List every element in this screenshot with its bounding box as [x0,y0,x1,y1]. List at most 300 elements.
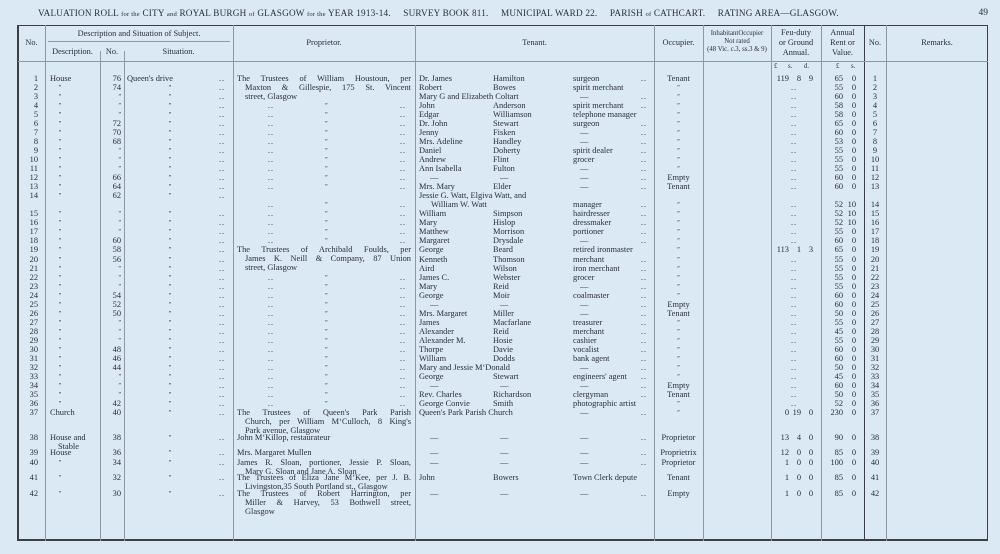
ditto-mark: ” [677,319,680,326]
rent-pounds: 55 [834,281,843,291]
dots: .. [219,182,225,192]
row-number: 29 [29,335,38,345]
ditto-mark: ” [58,328,62,335]
row-number: 23 [29,281,38,291]
occupation: spirit dealer [573,145,613,155]
occupation: spirit merchant [573,82,624,92]
col-divider [45,25,46,541]
row-number-right: 24 [870,290,880,300]
dots: .. [268,236,274,246]
dots: .. [400,290,406,300]
ditto-mark: ” [58,319,62,326]
dots: .. [641,164,647,173]
tenant-first-name: Mrs. Mary [419,182,455,192]
occupier-status: Empty [667,488,690,498]
tenant-first-name: William [419,209,447,219]
tenant-first-name: Alexander [419,326,454,336]
proprietor-line: The Trustees of Robert Harrington, per [237,488,411,498]
ditto-mark: ” [58,229,62,236]
tenant-last-name: Handley [493,136,522,146]
dots: .. [268,272,274,282]
rent-shillings: 0 [851,127,856,137]
dots: .. [219,399,225,409]
rent-shillings: 10 [847,218,856,228]
ditto-mark: ” [325,374,328,381]
ditto-mark: ” [58,310,62,317]
row-number-right: 25 [870,299,880,309]
ditto-mark: ” [325,111,328,118]
rent-shillings: 0 [851,335,856,345]
tenant-first-name: Margaret [419,236,450,246]
row-number: 31 [29,354,38,364]
dots: .. [400,372,406,382]
row-number: 38 [29,432,38,442]
tenant-last-name: Hislop [493,218,516,228]
rent-pounds: 45 [834,326,843,336]
dots: .. [268,100,274,110]
feu-pounds: 1 [784,488,789,498]
ditto-mark: ” [58,102,62,109]
feu-pounds: 13 [780,432,789,442]
rent-shillings: 0 [851,317,856,327]
ditto-mark: ” [118,166,121,172]
dots: .. [268,164,274,173]
proprietor-line: James K. Neill & Company, 87 Union [245,254,411,264]
dots: .. [400,227,406,237]
ditto-mark: ” [677,229,680,236]
ditto-mark: ” [168,166,172,172]
ditto-mark: ” [677,328,680,335]
proprietor-line: The Trustees of Queen's Park Parish [237,408,411,418]
occupier-status: Tenant [667,182,690,192]
dots: .. [641,236,647,246]
ditto-mark: ” [58,129,62,136]
rent-pounds: 58 [834,100,843,110]
occupation: — [580,236,589,246]
tenant-first-name: Matthew [419,227,449,237]
row-number: 15 [29,209,38,219]
ditto-mark: ” [58,238,62,245]
dots: .. [791,354,797,364]
dots: .. [791,182,797,192]
ditto-mark: ” [325,184,328,191]
dots: .. [791,281,797,291]
header-no: No. [25,38,38,47]
dots: .. [791,399,797,409]
occupation: merchant [573,254,605,264]
dots: .. [400,209,406,219]
tenant-last-name: Fulton [493,164,515,173]
house-number: 74 [112,82,121,92]
tenant-last-name: Reid [493,326,509,336]
row-number-right: 32 [870,363,880,373]
occupation: iron merchant [573,263,620,273]
ditto-mark: ” [168,84,172,91]
proprietor-line: Mary G. Sloan and Jane A. Sloan [245,466,357,476]
rent-shillings: 0 [851,154,856,164]
dots: .. [641,448,647,458]
rent-pounds: 55 [834,164,843,173]
row-number-right: 33 [870,372,880,382]
ditto-mark: ” [58,347,62,353]
dots: .. [219,488,225,498]
occupation: — [580,136,589,146]
rent-shillings: 0 [851,354,856,364]
feu-pence: 0 [808,408,813,418]
rent-shillings: 0 [851,408,856,418]
ditto-mark: ” [58,392,62,399]
proprietor-line: The Trustees of William Houstoun, per [237,73,411,83]
ditto-mark: ” [58,220,62,227]
row-number-right: 5 [872,109,878,119]
dots: .. [400,335,406,345]
header-situation: Situation. [162,47,195,56]
proprietor-entry [237,489,411,516]
feu-shillings: 19 [792,408,801,418]
ditto-mark: ” [58,459,62,466]
tenant-first-name: Alexander M. [419,335,466,345]
ditto-mark: ” [168,265,172,272]
house-number: 48 [112,345,121,354]
row-number: 6 [33,118,38,128]
tenant-first-name: William [419,354,447,364]
feu-shillings: 4 [796,432,801,442]
rent-pounds: 55 [834,145,843,155]
header-tenant: Tenant. [522,38,547,47]
tenant-last-name: Reid [493,281,509,291]
occupation: — [580,381,589,391]
ditto-mark: ” [58,184,62,191]
ditto-mark: ” [118,283,121,290]
dots: .. [791,263,797,273]
rent-shillings: 0 [851,363,856,373]
occupation: — [580,432,589,442]
ditto-mark: ” [325,301,328,308]
row-number: 24 [29,290,38,300]
ditto-mark: ” [325,156,328,163]
dots: .. [268,335,274,345]
dots: .. [219,317,225,327]
house-number: 58 [112,245,121,255]
ditto-mark: ” [168,410,172,417]
occupation: merchant [573,326,605,336]
row-number: 35 [29,390,38,400]
row-number: 21 [29,263,38,273]
rent-shillings: 0 [851,236,856,246]
dots: .. [219,363,225,373]
header-annual: Annual Rent or Value. [830,28,855,57]
tenant-first-name: Daniel [419,145,442,155]
rent-pounds: 65 [834,118,843,128]
description: Stable [58,441,79,451]
ditto-mark: ” [168,434,172,441]
dots: .. [791,381,797,391]
rent-pounds: 50 [834,390,843,400]
rent-pounds: 55 [834,272,843,282]
dots: .. [268,127,274,137]
ditto-mark: ” [325,274,328,281]
rent-pounds: 55 [834,154,843,164]
row-number: 28 [29,326,38,336]
proprietor-line: Glasgow [245,506,275,516]
occupation: coalmaster [573,290,610,300]
tenant-last-name: Miller [493,308,514,318]
row-number-right: 34 [870,381,880,391]
dots: .. [641,254,647,264]
row-number: 42 [29,488,38,498]
page-title: VALUATION ROLL for the CITY and ROYAL BURGH of GLASGOW for the YEAR 1913-14. SURVEY BOOK 811. MUNICIPAL WARD 22. PARISH of CATHCART. RATING AREA—GLASGOW. [38,8,839,18]
dots: .. [219,448,225,458]
dots: .. [219,127,225,137]
ditto-mark: ” [168,175,172,182]
dots: .. [791,390,797,400]
feu-pence: 0 [808,488,813,498]
rent-pounds: 85 [834,448,843,458]
proprietor-entry [237,448,411,457]
rent-shillings: 0 [851,308,856,318]
occupation: — [580,308,589,318]
dots: .. [641,200,647,210]
tenant-first-name: Aird [419,263,435,273]
proprietor-line: street, Glasgow [245,91,298,101]
feu-pounds: 119 [776,73,789,83]
ditto-mark: ” [677,410,680,417]
tenant-first-name: Thorpe [419,345,444,354]
dots: .. [791,164,797,173]
tenant-first-name: Kenneth [419,254,448,264]
dots: .. [400,345,406,354]
house-number: 34 [112,457,121,467]
rent-shillings: 0 [851,488,856,498]
dots: .. [268,290,274,300]
dots: .. [219,281,225,291]
dots: .. [268,173,274,183]
dots: .. [400,173,406,183]
dots: .. [791,335,797,345]
occupation: — [580,363,589,373]
ditto-mark: ” [677,247,680,254]
tenant-first-name: — [430,432,439,442]
occupation: — [580,457,589,467]
row-number: 25 [29,299,38,309]
dots: .. [791,82,797,92]
ditto-mark: ” [677,292,680,299]
ditto-mark: ” [118,319,121,326]
rent-pounds: 60 [834,91,843,101]
dots: .. [791,299,797,309]
dots: .. [400,164,406,173]
tenant-first-name: Mary [419,218,438,228]
ditto-mark: ” [168,193,172,200]
tenant-first-name: Mrs. Adeline [419,136,463,146]
house-number: 30 [112,488,121,498]
row-number: 3 [33,91,38,101]
ditto-mark: ” [168,374,172,381]
dots: .. [268,218,274,228]
ditto-mark: ” [677,138,680,145]
row-number-right: 35 [870,390,880,400]
tenant-last-name: Stewart [493,118,519,128]
rent-pounds: 60 [834,236,843,246]
tenant-first-name: Andrew [419,154,446,164]
tenant-first-name: — [430,448,439,458]
house-number: 72 [112,118,121,128]
row-number-right: 7 [872,127,878,137]
ditto-mark: ” [168,120,172,127]
rent-shillings: 0 [851,432,856,442]
tenant-last-name: — [500,432,509,442]
tenant-last-name: Bowes [493,82,516,92]
house-number: 40 [112,408,121,418]
tenant-first-name: Robert [419,82,442,92]
rent-shillings: 0 [851,457,856,467]
rent-shillings: 0 [851,100,856,110]
dots: .. [641,127,647,137]
tenant-last-name: — [500,299,509,309]
ditto-mark: ” [168,111,172,118]
proprietor-entry [237,245,411,272]
ditto-mark: ” [58,211,62,218]
feu-pounds: 12 [780,448,789,458]
dots: .. [268,345,274,354]
row-number-right: 18 [870,236,880,246]
feu-pence: 0 [808,432,813,442]
occupation: manager [573,200,602,210]
description: Church [50,408,75,418]
tenant-last-name: Anderson [493,100,526,110]
ditto-mark: ” [58,490,62,497]
ditto-mark: ” [118,102,121,109]
rent-shillings: 0 [851,173,856,183]
proprietor-entry [237,433,411,442]
dots: .. [641,372,647,382]
occupation: — [580,408,589,418]
row-number-right: 15 [870,209,880,219]
ditto-mark: ” [58,265,62,272]
dots: .. [219,290,225,300]
row-number: 30 [29,345,38,354]
ditto-mark: ” [58,156,62,163]
tenant-first-name: George Convie [419,399,470,409]
dots: .. [219,145,225,155]
ditto-mark: ” [325,319,328,326]
rent-pounds: 60 [834,299,843,309]
rent-pounds: 230 [830,408,843,418]
ditto-mark: ” [677,347,680,353]
row-number: 4 [33,100,38,110]
dots: .. [400,100,406,110]
occupation: telephone manager [573,109,637,119]
ditto-mark: ” [325,401,328,408]
house-number: 70 [112,127,121,137]
dots: .. [219,136,225,146]
ditto-mark: ” [677,147,680,154]
col-divider [886,25,887,541]
dots: .. [641,91,647,101]
dots: .. [268,308,274,318]
ditto-mark: ” [325,138,328,145]
row-number-right: 12 [870,173,880,183]
tenant-last-name: Hosie [493,335,513,345]
dots: .. [400,281,406,291]
col-divider [415,25,416,541]
ditto-mark: ” [677,274,680,281]
proprietor-line: Livingston,35 South Portland st., Glasgow [245,482,388,492]
row-number-right: 42 [870,488,880,498]
dots: .. [641,317,647,327]
ditto-mark: ” [118,211,121,218]
row-number-right: 39 [870,448,880,458]
dots: .. [791,145,797,155]
row-number: 27 [29,317,38,327]
ditto-mark: ” [168,274,172,281]
dots: .. [268,381,274,391]
dots: .. [641,354,647,364]
ditto-mark: ” [118,265,121,272]
occupier-status: Tenant [667,390,690,400]
ditto-mark: ” [58,283,62,290]
row-number: 36 [29,399,38,409]
ditto-mark: ” [168,292,172,299]
rent-shillings: 0 [851,448,856,458]
occupation: cashier [573,335,597,345]
row-number: 26 [29,308,38,318]
dots: .. [641,281,647,291]
ditto-mark: ” [58,374,62,381]
ditto-mark: ” [118,147,121,154]
proprietor-line: Maxton & Gillespie, 175 St. Vincent [245,82,411,92]
rent-shillings: 0 [851,263,856,273]
occupation: — [580,488,589,498]
dots: .. [791,345,797,354]
ditto-mark: ” [168,147,172,154]
rent-shillings: 0 [851,245,856,255]
tenant-last-name: Williamson [493,109,532,119]
feu-shillings: 8 [796,73,801,83]
rent-shillings: 0 [851,136,856,146]
dots: .. [641,136,647,146]
row-number-right: 41 [870,473,880,483]
dots: .. [268,145,274,155]
occupation: grocer [573,154,595,164]
rent-pounds: 55 [834,263,843,273]
tenant-last-name: Flint [493,154,509,164]
row-number-right: 3 [872,91,878,101]
occupation: — [580,448,589,458]
tenant-name: William W. Watt [431,200,487,210]
ditto-mark: ” [118,337,121,344]
ditto-mark: ” [168,93,172,100]
dots: .. [268,390,274,400]
row-number: 14 [29,191,38,201]
tenant-last-name: Fisken [493,127,516,137]
dots: .. [219,245,225,255]
header-rule [18,61,988,62]
rent-pounds: 58 [834,109,843,119]
tenant-last-name: — [500,381,509,391]
dots: .. [400,308,406,318]
occupation: treasurer [573,317,603,327]
col-divider [233,25,234,541]
dots: .. [219,118,225,128]
ditto-mark: ” [58,138,62,145]
row-number: 7 [33,127,38,137]
dots: .. [400,118,406,128]
ditto-mark: ” [677,129,680,136]
feu-shillings: 0 [796,457,801,467]
row-number-right: 31 [870,354,880,364]
dots: .. [791,109,797,119]
